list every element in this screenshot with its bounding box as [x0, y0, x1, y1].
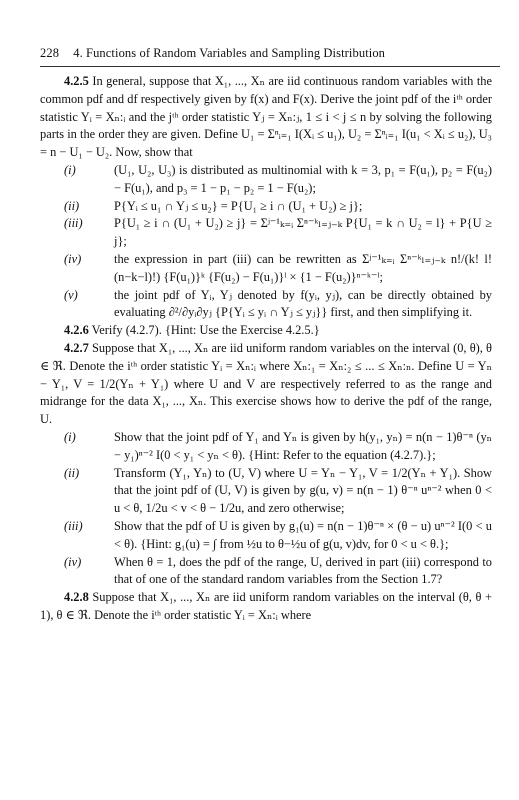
exercise-4-2-7-part-iii — [40, 518, 492, 554]
exercise-number: 4.2.8 — [64, 590, 89, 605]
exercise-text: Verify (4.2.7). {Hint: Use the Exercise 4.2.5.} — [91, 323, 320, 338]
part-text: Show that the joint pdf of Y₁ and Yₙ is given by h(y₁, yₙ) = n(n − 1)θ⁻ⁿ (yₙ − y₁)ⁿ⁻² I(0 < y₁ < yₙ < θ). {Hint: Refer to the equation (4.2.7).}; — [114, 429, 492, 462]
exercise-4-2-8 — [40, 589, 492, 625]
part-text: Transform (Y₁, Yₙ) to (U, V) where U = Yₙ − Y₁, V = 1/2(Yₙ + Y₁). Show that the joint pdf of (U, V) is given by g(u, v) = n(n − 1) θ⁻ⁿ uⁿ⁻² when 0 < u < θ, 1/2u < v < θ − 1/2u, and zero otherwise; — [114, 465, 492, 516]
part-label: (i) — [64, 162, 76, 177]
exercise-4-2-5-part-v — [40, 287, 492, 323]
exercise-4-2-7-part-ii — [40, 465, 492, 518]
part-label: (iv) — [64, 251, 82, 266]
exercise-text: In general, suppose that X₁, ..., Xₙ are iid continuous random variables with the common pdf and df respectively given by f(x) and F(x). Derive the joint pdf of the iᵗʰ order statistic Yᵢ = Xₙ:ᵢ and the jᵗʰ order statistic Yⱼ = Xₙ:ⱼ, 1 ≤ i < j ≤ n by solving the following parts in the order they are given. Define U₁ = Σⁿᵢ₌₁ I(Xᵢ ≤ u₁), U₂ = Σⁿᵢ₌₁ I(u₁ < Xᵢ ≤ u₂), U₃ = n − U₁ − U₂. Now, show that — [40, 74, 492, 160]
part-label: (iv) — [64, 554, 82, 569]
part-label: (v) — [64, 287, 78, 302]
header-rule — [40, 66, 500, 67]
part-text: P{Yᵢ ≤ u₁ ∩ Yⱼ ≤ u₂} = P{U₁ ≥ i ∩ (U₁ + U₂) ≥ j}; — [114, 198, 363, 213]
exercise-number: 4.2.7 — [64, 340, 89, 355]
part-text: Show that the pdf of U is given by g₁(u) = n(n − 1)θ⁻ⁿ × (θ − u) uⁿ⁻² I(0 < u < θ). {Hint: g₁(u) = ∫ from ½u to θ−½u of g(u, v)dv, for 0 < u < θ.}; — [114, 518, 492, 551]
exercise-text: Suppose that X₁, ..., Xₙ are iid uniform random variables on the interval (0, θ), θ ∈ ℜ. Denote the iᵗʰ order statistic Yᵢ = Xₙ:ᵢ where Xₙ:₁ = Xₙ:₂ ≤ ... ≤ Xₙ:ₙ. Define U = Yₙ − Y₁, V = 1/2(Yₙ + Y₁) where U and V are respectively referred to as the range and midrange for the data X₁, ..., Xₙ. This exercise shows how to derive the pdf of the range, U. — [40, 340, 492, 427]
page-body — [40, 73, 492, 625]
part-label: (i) — [64, 429, 76, 444]
exercise-4-2-7-part-i — [40, 429, 492, 465]
exercise-number: 4.2.6 — [64, 323, 89, 338]
exercise-number: 4.2.5 — [64, 74, 89, 88]
chapter-title: 4. Functions of Random Variables and Sampling Distribution — [73, 46, 386, 60]
part-label: (iii) — [64, 216, 83, 231]
exercise-4-2-6 — [40, 322, 492, 340]
part-label: (iii) — [64, 518, 83, 533]
page-number: 228 — [40, 46, 60, 60]
running-header — [40, 46, 500, 61]
part-text: the joint pdf of Yᵢ, Yⱼ denoted by f(yᵢ, yⱼ), can be directly obtained by evaluating ∂²/∂yᵢ∂yⱼ {P{Yᵢ ≤ yᵢ ∩ Yⱼ ≤ yⱼ}} first, and then simplifying it. — [114, 287, 492, 320]
part-text: the expression in part (iii) can be rewritten as Σʲ⁻¹ₖ₌ᵢ Σⁿ⁻ᵏₗ₌ⱼ₋ₖ n!/(k! l! (n−k−l)!) {F(u₁)}ᵏ {F(u₂) − F(u₁)}ˡ × {1 − F(u₂)}ⁿ⁻ᵏ⁻ˡ; — [114, 251, 492, 284]
exercise-4-2-5-part-i — [40, 162, 492, 198]
part-label: (ii) — [64, 465, 80, 480]
exercise-text: Suppose that X₁, ..., Xₙ are iid uniform random variables on the interval (θ, θ + 1), θ ∈ ℜ. Denote the iᵗʰ order statistic Yᵢ = Xₙ:ᵢ where — [40, 590, 492, 622]
exercise-4-2-5-intro — [40, 73, 492, 162]
exercise-4-2-7-part-iv — [40, 554, 492, 590]
part-label: (ii) — [64, 198, 80, 213]
exercise-4-2-5-part-ii — [40, 198, 492, 216]
part-text: When θ = 1, does the pdf of the range, U, derived in part (iii) correspond to that of one of the standard random variables from the Section 1.7? — [114, 554, 492, 587]
exercise-4-2-5-part-iv — [40, 251, 492, 287]
part-text: P{U₁ ≥ i ∩ (U₁ + U₂) ≥ j} = Σʲ⁻¹ₖ₌ᵢ Σⁿ⁻ᵏₗ₌ⱼ₋ₖ P{U₁ = k ∩ U₂ = l} + P{U ≥ j}; — [114, 216, 492, 249]
exercise-4-2-5-part-iii — [40, 215, 492, 251]
part-text: (U₁, U₂, U₃) is distributed as multinomial with k = 3, p₁ = F(u₁), p₂ = F(u₂) − F(u₁), and p₃ = 1 − p₁ − p₂ = 1 − F(u₂); — [114, 162, 492, 195]
exercise-4-2-7-intro — [40, 340, 492, 429]
